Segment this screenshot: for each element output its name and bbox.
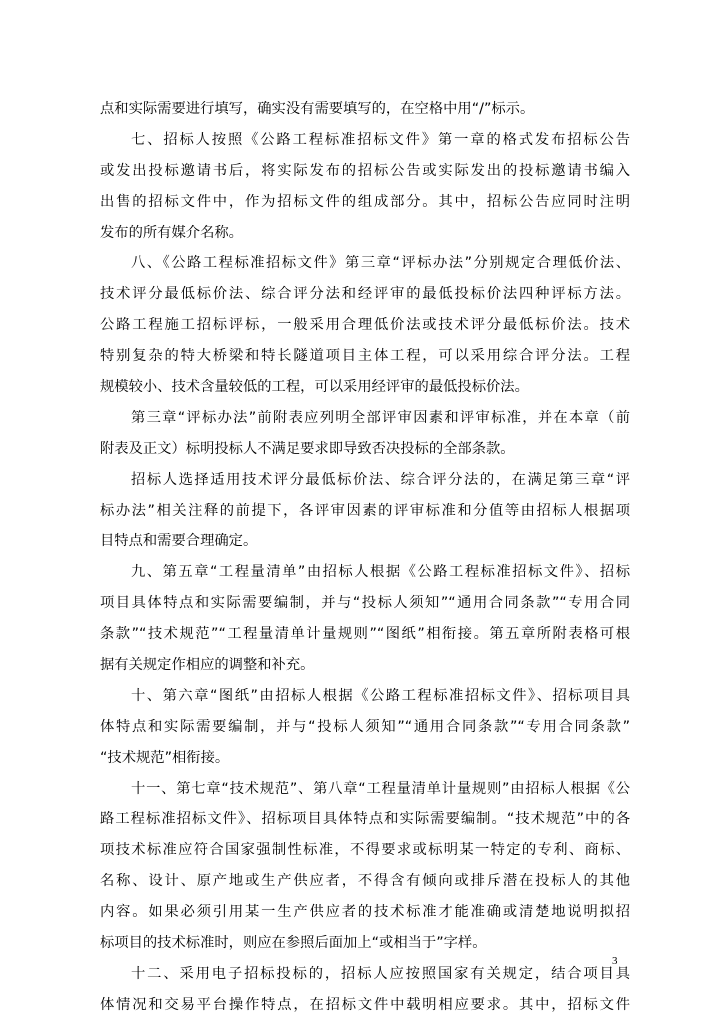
text-line: 八、《公路工程标准招标文件》第三章“评标办法”分别规定合理低价法、 [131, 255, 630, 272]
text-line: 出售的招标文件中，作为招标文件的组成部分。其中，招标公告应同时注明 [100, 193, 630, 210]
text-line: 内容。如果必须引用某一生产供应者的技术标准才能准确或清楚地说明拟招 [100, 904, 630, 921]
text-line: 条款”“技术规范”“工程量清单计量规则”“图纸”相衔接。第五章所附表格可根 [100, 626, 630, 643]
text-line: 路工程标准招标文件》、招标项目具体特点和实际需要编制。“技术规范”中的各 [100, 811, 630, 828]
text-line: 体特点和实际需要编制，并与“投标人须知”“通用合同条款”“专用合同条款” [100, 718, 630, 735]
text-line: 名称、设计、原产地或生产供应者，不得含有倾向或排斥潜在投标人的其他 [100, 873, 630, 890]
text-line: 点和实际需要进行填写，确实没有需要填写的，在空格中用“/”标示。 [100, 101, 535, 117]
text-line: 规模较小、技术含量较低的工程，可以采用经评审的最低投标价法。 [100, 379, 529, 396]
page-number: 3 [612, 955, 618, 967]
text-line: 特别复杂的特大桥梁和特长隧道项目主体工程，可以采用综合评分法。工程 [100, 348, 630, 365]
text-line: 招标人选择适用技术评分最低标价法、综合评分法的，在满足第三章“评 [131, 471, 630, 488]
text-line: 发布的所有媒介名称。 [100, 224, 243, 241]
text-line: 公路工程施工招标评标，一般采用合理低价法或技术评分最低标价法。技术 [100, 317, 630, 334]
text-line: 十二、采用电子招标投标的，招标人应按照国家有关规定，结合项目具 [131, 965, 630, 982]
text-line: 据有关规定作相应的调整和补充。 [100, 657, 315, 674]
text-line: 九、第五章“工程量清单”由招标人根据《公路工程标准招标文件》、招标 [131, 564, 630, 581]
text-line: 体情况和交易平台操作特点，在招标文件中载明相应要求。其中，招标文件 [100, 996, 630, 1013]
text-line: “技术规范”相衔接。 [100, 749, 230, 766]
text-line: 七、招标人按照《公路工程标准招标文件》第一章的格式发布招标公告 [131, 131, 630, 148]
text-line: 十一、第七章“技术规范”、第八章“工程量清单计量规则”由招标人根据《公 [131, 780, 630, 797]
text-line: 十、第六章“图纸”由招标人根据《公路工程标准招标文件》、招标项目具 [131, 687, 630, 704]
text-line: 项目具体特点和实际需要编制，并与“投标人须知”“通用合同条款”“专用合同 [100, 595, 630, 612]
text-line: 第三章“评标办法”前附表应列明全部评审因素和评审标准，并在本章（前 [131, 409, 630, 426]
text-line: 或发出投标邀请书后，将实际发布的招标公告或实际发出的投标邀请书编入 [100, 162, 630, 179]
text-line: 技术评分最低标价法、综合评分法和经评审的最低投标价法四种评标方法。 [100, 286, 630, 303]
text-line: 标办法”相关注释的前提下，各评审因素的评审标准和分值等由招标人根据项 [100, 502, 630, 519]
text-line: 标项目的技术标准时，则应在参照后面加上“或相当于”字样。 [100, 935, 487, 952]
text-line: 附表及正文）标明投标人不满足要求即导致否决投标的全部条款。 [100, 440, 515, 457]
document-body [100, 94, 630, 1021]
text-line: 项技术标准应符合国家强制性标准，不得要求或标明某一特定的专利、商标、 [100, 842, 630, 859]
text-line: 目特点和需要合理确定。 [100, 533, 258, 550]
